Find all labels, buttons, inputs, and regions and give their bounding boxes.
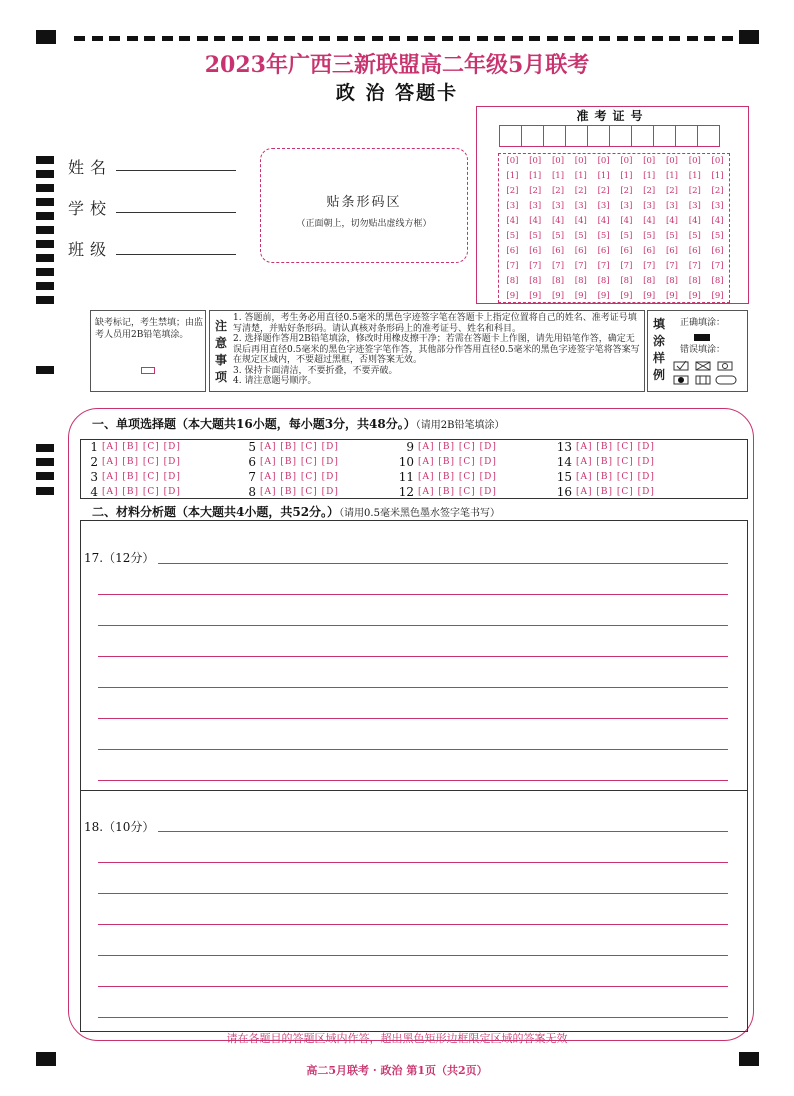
mc-options[interactable]: [A] [B] [C] [D]	[418, 487, 497, 497]
admission-bubble[interactable]: [6]	[620, 246, 633, 256]
admission-bubble[interactable]: [4]	[620, 216, 633, 226]
notice-text	[233, 313, 641, 387]
q18-answer-box[interactable]	[80, 790, 748, 1032]
admission-bubble[interactable]: [7]	[506, 261, 519, 271]
writing-line	[98, 924, 728, 925]
timing-mark	[319, 36, 330, 41]
timing-mark	[547, 36, 558, 41]
admission-write-cells[interactable]	[499, 125, 719, 147]
admission-bubble[interactable]: [9]	[551, 291, 565, 301]
writing-line	[98, 955, 728, 956]
mc-question	[236, 440, 339, 455]
admission-bubble[interactable]: [4]	[688, 216, 701, 226]
admission-bubble[interactable]: [4]	[597, 216, 610, 226]
admission-bubble-grid[interactable]	[498, 153, 730, 303]
timing-mark	[267, 36, 278, 41]
mc-options[interactable]: [A] [B] [C] [D]	[576, 457, 655, 467]
admission-bubble[interactable]: [1]	[643, 171, 656, 181]
q18-label: 18.（10分）	[84, 820, 155, 834]
notice-item: 2. 选择题作答用2B铅笔填涂，修改时用橡皮擦干净；若需在答题卡上作图，请先用铅笔作答，确定无误后再用直径0.5毫米的黑色字迹签字笔作答，其他部分作答用直径0.5毫米的黑色字迹签字笔将答案写在规定区域内，不要超过黑框，否则答案无效。	[233, 334, 640, 365]
mc-question	[236, 485, 339, 500]
absent-mark-box	[90, 310, 206, 392]
admission-bubble[interactable]: [9]	[688, 291, 701, 301]
admission-bubble[interactable]: [0]	[529, 156, 542, 166]
name-field[interactable]	[116, 170, 236, 171]
notice-item: 1. 答题前，考生务必用直径0.5毫米的黑色字迹签字笔在答题卡上指定位置将自己的姓名、准考证号填写清楚，并贴好条形码。请认真核对条形码上的准考证号、姓名和科目。	[233, 313, 637, 334]
writing-line	[98, 656, 728, 657]
timing-mark	[36, 472, 54, 480]
admission-bubble[interactable]: [5]	[620, 231, 633, 241]
admission-bubble[interactable]: [5]	[574, 231, 587, 241]
admission-bubble[interactable]: [8]	[506, 276, 519, 286]
timing-mark	[36, 226, 54, 234]
timing-mark	[407, 36, 418, 41]
writing-line	[98, 594, 728, 595]
mc-question	[394, 485, 497, 500]
timing-mark	[617, 36, 628, 41]
admission-bubble[interactable]: [3]	[574, 201, 587, 211]
mc-question	[78, 470, 181, 485]
footer-warning: 请在各题目的答题区域内作答，超出黑色矩形边框限定区域的答案无效	[226, 1032, 568, 1045]
admission-bubble[interactable]: [3]	[620, 201, 633, 211]
admission-bubble[interactable]: [1]	[688, 171, 701, 181]
barcode-hint: （正面朝上，切勿贴出虚线方框）	[296, 219, 432, 229]
admission-bubble[interactable]: [4]	[711, 216, 724, 226]
page-title: 2023年广西三新联盟高二年级5月联考	[204, 52, 590, 78]
mc-question	[552, 485, 655, 500]
school-field[interactable]	[116, 212, 236, 213]
notice-item: 3. 保持卡面清洁，不要折叠，不要弄破。	[233, 365, 398, 376]
timing-mark	[36, 184, 54, 192]
admission-bubble[interactable]: [6]	[574, 246, 587, 256]
mc-question	[394, 455, 497, 470]
admission-digit-cell[interactable]	[697, 125, 720, 147]
admission-bubble[interactable]: [3]	[551, 201, 565, 211]
admission-bubble[interactable]: [8]	[643, 276, 656, 286]
admission-bubble[interactable]: [8]	[529, 276, 542, 286]
admission-bubble[interactable]: [0]	[574, 156, 587, 166]
admission-number-panel	[476, 106, 749, 304]
timing-mark	[74, 36, 85, 41]
mc-question-number: 5	[248, 440, 256, 454]
admission-bubble[interactable]: [0]	[620, 156, 633, 166]
page-subtitle: 政 治 答题卡	[335, 82, 459, 104]
name-label: 姓名	[68, 158, 113, 177]
wrong-fill-marks	[672, 360, 742, 388]
timing-mark	[284, 36, 295, 41]
absent-mark-text: 缺考标记，考生禁填；由监考人员用2B铅笔填涂。	[95, 318, 204, 340]
timing-mark	[424, 36, 435, 41]
admission-bubble[interactable]: [1]	[665, 171, 678, 181]
admission-bubble[interactable]: [1]	[620, 171, 633, 181]
admission-bubble-row	[499, 154, 729, 169]
admission-bubble[interactable]: [3]	[506, 201, 519, 211]
admission-bubble[interactable]: [9]	[597, 291, 610, 301]
writing-line	[98, 749, 728, 750]
timing-mark	[722, 36, 733, 41]
mc-question	[78, 440, 181, 455]
timing-mark	[36, 268, 54, 276]
admission-bubble[interactable]: [9]	[506, 291, 519, 301]
mc-options[interactable]: [A] [B] [C] [D]	[260, 472, 339, 482]
mc-question	[236, 470, 339, 485]
admission-digit-cell[interactable]	[653, 125, 676, 147]
admission-bubble[interactable]: [6]	[688, 246, 701, 256]
admission-bubble[interactable]: [8]	[711, 276, 724, 286]
admission-bubble[interactable]: [4]	[643, 216, 656, 226]
mc-options[interactable]: [A] [B] [C] [D]	[418, 472, 497, 482]
admission-bubble[interactable]: [1]	[574, 171, 587, 181]
admission-bubble[interactable]: [0]	[597, 156, 610, 166]
admission-bubble[interactable]: [2]	[574, 186, 587, 196]
admission-bubble[interactable]: [4]	[574, 216, 587, 226]
timing-mark	[36, 254, 54, 262]
timing-mark	[512, 36, 523, 41]
timing-mark	[36, 444, 54, 452]
timing-mark	[652, 36, 663, 41]
timing-mark	[354, 36, 365, 41]
admission-bubble-row	[499, 259, 729, 274]
mc-options[interactable]: [A] [B] [C] [D]	[418, 457, 497, 467]
admission-bubble[interactable]: [9]	[574, 291, 587, 301]
section1-note: （请用2B铅笔填涂）	[415, 420, 505, 431]
admission-bubble[interactable]: [4]	[665, 216, 678, 226]
admission-bubble[interactable]: [6]	[711, 246, 724, 256]
admission-bubble[interactable]: [0]	[665, 156, 678, 166]
mc-question-number: 9	[406, 440, 414, 454]
timing-mark	[162, 36, 173, 41]
timing-mark	[127, 36, 138, 41]
admission-bubble[interactable]: [7]	[688, 261, 701, 271]
admission-bubble[interactable]: [3]	[597, 201, 610, 211]
section1-title	[92, 415, 504, 432]
admission-digit-cell[interactable]	[675, 125, 698, 147]
admission-bubble[interactable]: [0]	[711, 156, 724, 166]
admission-bubble-row	[499, 244, 729, 259]
admission-bubble[interactable]: [1]	[529, 171, 542, 181]
q17-label: 17.（12分）	[84, 551, 155, 565]
admission-digit-cell[interactable]	[543, 125, 566, 147]
admission-digit-cell[interactable]	[521, 125, 544, 147]
mc-question-number: 3	[90, 470, 98, 484]
admission-bubble[interactable]: [1]	[551, 171, 565, 181]
timing-mark	[109, 36, 120, 41]
mc-question	[78, 485, 181, 500]
admission-bubble[interactable]: [2]	[620, 186, 633, 196]
mc-question-number: 1	[90, 440, 98, 454]
writing-line	[98, 1017, 728, 1018]
mc-question-number: 10	[398, 455, 414, 469]
admission-bubble[interactable]: [6]	[665, 246, 678, 256]
admission-bubble[interactable]: [5]	[529, 231, 542, 241]
correct-fill-mark	[694, 334, 710, 341]
admission-bubble-row	[499, 184, 729, 199]
admission-bubble[interactable]: [5]	[506, 231, 519, 241]
mc-question	[552, 440, 655, 455]
admission-bubble[interactable]: [0]	[643, 156, 656, 166]
mc-question-number: 2	[90, 455, 98, 469]
mc-options[interactable]: [A] [B] [C] [D]	[418, 442, 497, 452]
writing-line	[98, 687, 728, 688]
mc-question	[394, 470, 497, 485]
timing-mark	[459, 36, 470, 41]
admission-bubble[interactable]: [3]	[529, 201, 542, 211]
admission-bubble[interactable]: [8]	[665, 276, 678, 286]
mc-options[interactable]: [A] [B] [C] [D]	[576, 442, 655, 452]
timing-mark	[599, 36, 610, 41]
admission-bubble[interactable]: [2]	[711, 186, 724, 196]
mc-options[interactable]: [A] [B] [C] [D]	[260, 442, 339, 452]
admission-bubble[interactable]: [9]	[643, 291, 656, 301]
admission-bubble-row	[499, 229, 729, 244]
admission-bubble[interactable]: [8]	[597, 276, 610, 286]
class-field[interactable]	[116, 254, 236, 255]
timing-mark	[687, 36, 698, 41]
mc-question-number: 15	[556, 470, 572, 484]
admission-bubble[interactable]: [5]	[643, 231, 656, 241]
admission-bubble[interactable]: [5]	[711, 231, 724, 241]
mc-options[interactable]: [A] [B] [C] [D]	[576, 487, 655, 497]
timing-mark	[529, 36, 540, 41]
admission-bubble[interactable]: [2]	[506, 186, 519, 196]
corner-marker-top-right	[739, 30, 759, 44]
admission-bubble[interactable]: [5]	[597, 231, 610, 241]
admission-bubble[interactable]: [8]	[551, 276, 565, 286]
timing-mark	[197, 36, 208, 41]
admission-bubble[interactable]: [7]	[711, 261, 724, 271]
admission-bubble[interactable]: [8]	[688, 276, 701, 286]
admission-bubble[interactable]: [0]	[551, 156, 565, 166]
class-label: 班级	[68, 240, 113, 259]
mc-options[interactable]: [A] [B] [C] [D]	[260, 487, 339, 497]
admission-bubble-row	[499, 199, 729, 214]
timing-mark	[36, 198, 54, 206]
notice-item: 4. 请注意题号顺序。	[233, 376, 317, 386]
writing-line	[98, 893, 728, 894]
admission-bubble[interactable]: [9]	[711, 291, 724, 301]
barcode-title: 贴条形码区	[326, 195, 402, 210]
timing-mark	[494, 36, 505, 41]
timing-mark	[249, 36, 260, 41]
admission-bubble[interactable]: [5]	[688, 231, 701, 241]
admission-bubble[interactable]: [8]	[574, 276, 587, 286]
writing-line	[98, 718, 728, 719]
admission-bubble-row	[499, 169, 729, 184]
admission-bubble[interactable]: [7]	[620, 261, 633, 271]
admission-bubble[interactable]: [7]	[529, 261, 542, 271]
writing-line	[158, 831, 728, 832]
admission-bubble[interactable]: [6]	[506, 246, 519, 256]
timing-mark	[337, 36, 348, 41]
admission-bubble[interactable]: [5]	[665, 231, 678, 241]
admission-bubble[interactable]: [3]	[688, 201, 701, 211]
admission-bubble[interactable]: [9]	[665, 291, 678, 301]
timing-mark	[214, 36, 225, 41]
timing-mark	[477, 36, 488, 41]
correct-fill-label: 正确填涂：	[680, 318, 726, 328]
admission-bubble[interactable]: [6]	[597, 246, 610, 256]
admission-bubble[interactable]: [2]	[688, 186, 701, 196]
admission-bubble[interactable]: [0]	[688, 156, 701, 166]
admission-bubble[interactable]: [2]	[597, 186, 610, 196]
admission-bubble[interactable]: [7]	[643, 261, 656, 271]
admission-bubble[interactable]: [7]	[551, 261, 565, 271]
fill-sample-label: 填涂样例	[652, 317, 665, 382]
admission-bubble[interactable]: [4]	[529, 216, 542, 226]
admission-digit-cell[interactable]	[631, 125, 654, 147]
writing-line	[158, 563, 728, 564]
mc-question-number: 8	[248, 485, 256, 499]
admission-bubble[interactable]: [6]	[643, 246, 656, 256]
admission-bubble[interactable]: [1]	[711, 171, 724, 181]
timing-mark	[704, 36, 715, 41]
mc-options[interactable]: [A] [B] [C] [D]	[102, 457, 181, 467]
timing-mark	[144, 36, 155, 41]
mc-question-number: 12	[398, 485, 414, 499]
writing-line	[98, 986, 728, 987]
writing-line	[98, 625, 728, 626]
admission-bubble[interactable]: [0]	[506, 156, 519, 166]
mc-options[interactable]: [A] [B] [C] [D]	[260, 457, 339, 467]
timing-mark	[36, 282, 54, 290]
admission-bubble[interactable]: [7]	[665, 261, 678, 271]
admission-digit-cell[interactable]	[587, 125, 610, 147]
admission-bubble[interactable]: [2]	[643, 186, 656, 196]
admission-bubble[interactable]: [9]	[620, 291, 633, 301]
timing-mark	[36, 170, 54, 178]
side-marker	[36, 366, 54, 374]
timing-mark	[36, 487, 54, 495]
timing-mark	[564, 36, 575, 41]
timing-mark	[372, 36, 383, 41]
mc-question	[78, 455, 181, 470]
mc-options[interactable]: [A] [B] [C] [D]	[102, 472, 181, 482]
absent-mark-bubble[interactable]	[141, 367, 155, 374]
timing-mark	[669, 36, 680, 41]
wrong-fill-label: 错误填涂：	[680, 345, 726, 355]
corner-marker-top-left	[36, 30, 56, 44]
admission-bubble[interactable]: [7]	[574, 261, 587, 271]
admission-bubble[interactable]: [3]	[643, 201, 656, 211]
timing-mark	[582, 36, 593, 41]
mc-question-number: 7	[248, 470, 256, 484]
timing-mark	[179, 36, 190, 41]
admission-bubble[interactable]: [1]	[506, 171, 519, 181]
mc-question-number: 11	[398, 470, 414, 484]
barcode-area	[260, 148, 468, 263]
timing-mark	[442, 36, 453, 41]
admission-bubble[interactable]: [2]	[551, 186, 565, 196]
mc-question-number: 16	[556, 485, 572, 499]
notice-label: 注意事项	[214, 319, 227, 384]
timing-mark	[634, 36, 645, 41]
admission-bubble[interactable]: [8]	[620, 276, 633, 286]
timing-mark	[389, 36, 400, 41]
mc-options[interactable]: [A] [B] [C] [D]	[576, 472, 655, 482]
writing-line	[98, 780, 728, 781]
admission-bubble[interactable]: [2]	[665, 186, 678, 196]
admission-bubble[interactable]: [9]	[529, 291, 542, 301]
admission-bubble[interactable]: [6]	[529, 246, 542, 256]
admission-bubble[interactable]: [4]	[506, 216, 519, 226]
mc-question	[236, 455, 339, 470]
admission-bubble[interactable]: [4]	[551, 216, 565, 226]
mc-question-number: 13	[556, 440, 572, 454]
admission-bubble[interactable]: [7]	[597, 261, 610, 271]
section2-title-text: 二、材料分析题（本大题共4小题，共52分。）	[92, 505, 340, 519]
writing-line	[98, 862, 728, 863]
school-label: 学校	[68, 199, 113, 218]
timing-mark	[36, 212, 54, 220]
timing-mark	[36, 458, 54, 466]
admission-digit-cell[interactable]	[565, 125, 588, 147]
section1-title-text: 一、单项选择题（本大题共16小题，每小题3分，共48分。）	[92, 417, 416, 431]
mc-question	[394, 440, 497, 455]
mc-question-number: 14	[556, 455, 572, 469]
admission-digit-cell[interactable]	[499, 125, 522, 147]
timing-mark	[36, 156, 54, 164]
mc-question-number: 6	[248, 455, 256, 469]
admission-title: 准考证号	[576, 109, 649, 123]
timing-mark	[36, 240, 54, 248]
admission-bubble-row	[499, 289, 729, 304]
section2-note: （请用0.5毫米黑色墨水签字笔书写）	[339, 508, 500, 519]
mc-options[interactable]: [A] [B] [C] [D]	[102, 487, 181, 497]
admission-bubble[interactable]: [3]	[711, 201, 724, 211]
admission-bubble[interactable]: [6]	[551, 246, 565, 256]
mc-question	[552, 470, 655, 485]
admission-bubble[interactable]: [2]	[529, 186, 542, 196]
admission-bubble-row	[499, 274, 729, 289]
admission-digit-cell[interactable]	[609, 125, 632, 147]
timing-mark	[92, 36, 103, 41]
mc-question	[552, 455, 655, 470]
admission-bubble[interactable]: [1]	[597, 171, 610, 181]
timing-mark	[36, 296, 54, 304]
admission-bubble[interactable]: [5]	[551, 231, 565, 241]
admission-bubble-row	[499, 214, 729, 229]
timing-mark	[302, 36, 313, 41]
mc-question-number: 4	[90, 485, 98, 499]
admission-bubble[interactable]: [3]	[665, 201, 678, 211]
wrong-fill-icons	[672, 360, 742, 388]
timing-mark	[232, 36, 243, 41]
section2-title	[92, 503, 500, 520]
mc-options[interactable]: [A] [B] [C] [D]	[102, 442, 181, 452]
page-number: 高二5月联考 · 政治 第1页（共2页）	[306, 1064, 488, 1077]
